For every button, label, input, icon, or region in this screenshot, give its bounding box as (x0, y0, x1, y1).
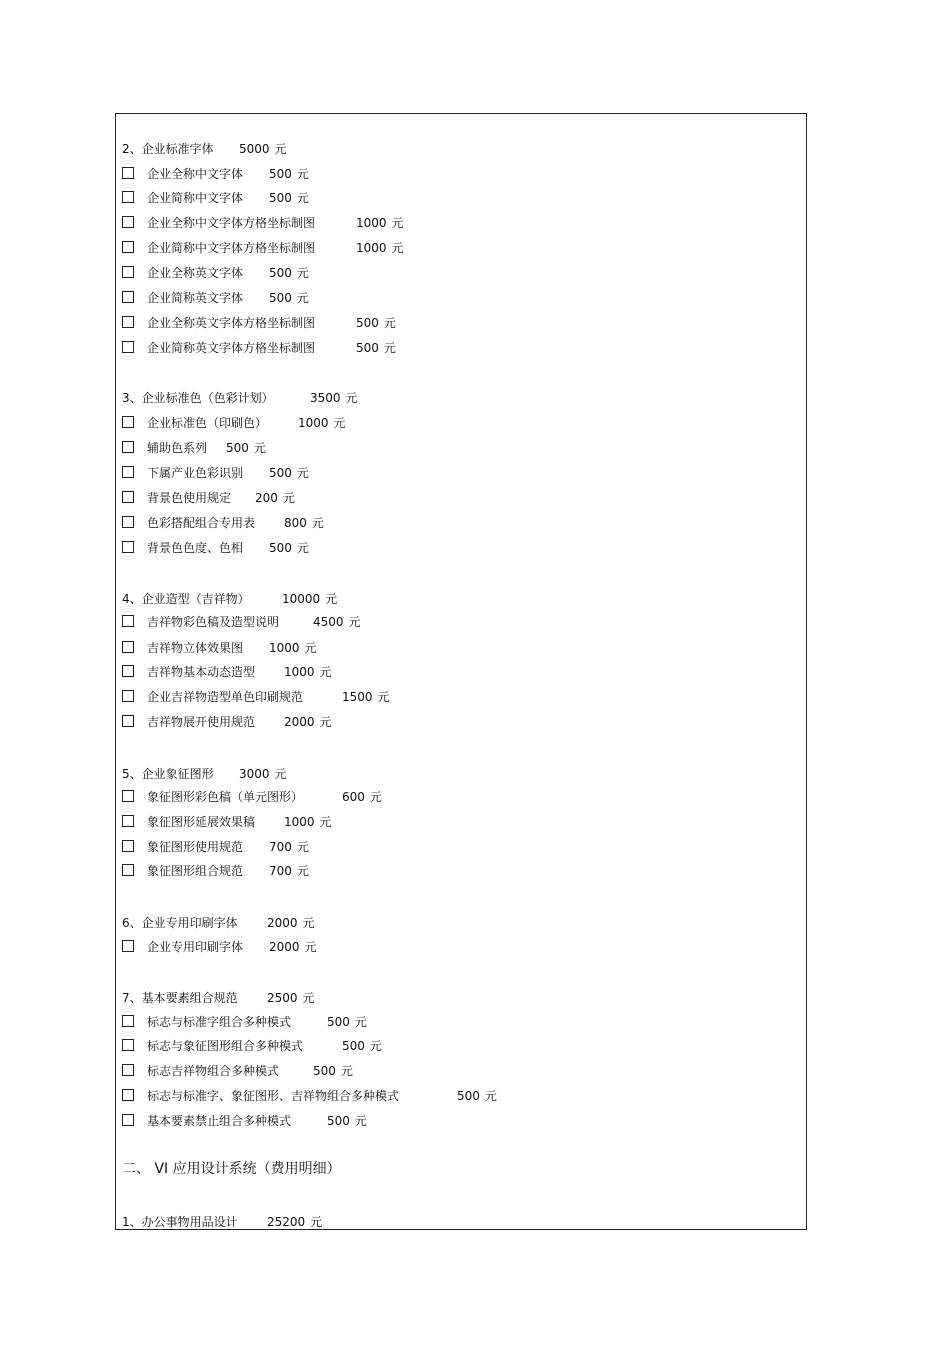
item-label: 企业吉祥物造型单色印刷规范 (147, 690, 304, 704)
amount-value: 200 (255, 491, 278, 505)
currency-unit: 元 (369, 790, 382, 804)
amount-value: 3500 (310, 391, 341, 405)
section-header (122, 390, 358, 406)
list-item (122, 1088, 497, 1104)
item-amount (327, 1113, 367, 1129)
list-item (122, 166, 309, 182)
currency-unit: 元 (345, 391, 358, 405)
amount-value: 700 (269, 840, 292, 854)
amount-value: 500 (327, 1114, 350, 1128)
item-label: 象征图形彩色稿（单元图形） (147, 790, 304, 804)
section-amount (267, 990, 315, 1006)
currency-unit: 元 (296, 167, 309, 181)
item-amount (284, 714, 332, 730)
checkbox[interactable] (122, 1089, 134, 1101)
item-amount (269, 290, 309, 306)
amount-value: 500 (342, 1039, 365, 1053)
item-label: 企业全称中文字体方格坐标制图 (147, 216, 316, 230)
amount-value: 25200 (267, 1215, 306, 1229)
amount-value: 4500 (313, 615, 344, 629)
currency-unit: 元 (296, 864, 309, 878)
checkbox[interactable] (122, 1114, 134, 1126)
section-title: 7、基本要素组合规范 (122, 991, 238, 1005)
currency-unit: 元 (296, 466, 309, 480)
item-amount (342, 789, 382, 805)
list-item (122, 789, 382, 805)
checkbox[interactable] (122, 641, 134, 653)
checkbox[interactable] (122, 1015, 134, 1027)
item-label: 吉祥物展开使用规范 (147, 715, 256, 729)
currency-unit: 元 (484, 1089, 497, 1103)
amount-value: 3000 (239, 767, 270, 781)
currency-unit: 元 (253, 441, 266, 455)
item-label: 背景色色度、色相 (147, 541, 244, 555)
section-header (122, 141, 287, 157)
checkbox[interactable] (122, 790, 134, 802)
amount-value: 500 (356, 341, 379, 355)
item-amount (342, 689, 390, 705)
section-title: 2、企业标准字体 (122, 142, 214, 156)
amount-value: 10000 (282, 592, 321, 606)
checkbox[interactable] (122, 541, 134, 553)
amount-value: 700 (269, 864, 292, 878)
checkbox[interactable] (122, 167, 134, 179)
amount-value: 500 (269, 191, 292, 205)
item-amount (284, 515, 324, 531)
item-amount (226, 440, 266, 456)
amount-value: 500 (356, 316, 379, 330)
checkbox[interactable] (122, 191, 134, 203)
currency-unit: 元 (296, 266, 309, 280)
currency-unit: 元 (304, 940, 317, 954)
item-label: 象征图形使用规范 (147, 840, 244, 854)
currency-unit: 元 (296, 191, 309, 205)
item-amount (255, 490, 295, 506)
currency-unit: 元 (274, 767, 287, 781)
section-title: 4、企业造型（吉祥物） (122, 592, 250, 606)
section-amount (282, 591, 337, 607)
currency-unit: 元 (296, 291, 309, 305)
item-label: 企业全称英文字体方格坐标制图 (147, 316, 316, 330)
item-label: 下属产业色彩识别 (147, 466, 244, 480)
currency-unit: 元 (340, 1064, 353, 1078)
amount-value: 500 (269, 466, 292, 480)
currency-unit: 元 (354, 1114, 367, 1128)
list-item (122, 1014, 367, 1030)
amount-value: 1000 (356, 241, 387, 255)
section-header (122, 990, 315, 1006)
item-amount (269, 839, 309, 855)
item-amount (327, 1014, 367, 1030)
list-item (122, 1113, 367, 1129)
amount-value: 2000 (267, 916, 298, 930)
checkbox[interactable] (122, 615, 134, 627)
item-amount (269, 863, 309, 879)
currency-unit: 元 (296, 840, 309, 854)
currency-unit: 元 (282, 491, 295, 505)
item-amount (356, 340, 396, 356)
part-heading: 二、 VI 应用设计系统（费用明细） (122, 1161, 341, 1177)
currency-unit: 元 (333, 416, 346, 430)
section-header (122, 766, 287, 782)
item-label: 企业简称英文字体方格坐标制图 (147, 341, 316, 355)
item-amount (313, 614, 361, 630)
currency-unit: 元 (319, 715, 332, 729)
currency-unit: 元 (310, 1215, 323, 1229)
item-label: 企业标准色（印刷色） (147, 416, 268, 430)
subsection-header (122, 1214, 323, 1230)
section-amount (239, 141, 287, 157)
list-item (122, 240, 404, 256)
checkbox[interactable] (122, 291, 134, 303)
amount-value: 500 (457, 1089, 480, 1103)
amount-value: 2000 (284, 715, 315, 729)
checkbox[interactable] (122, 266, 134, 278)
item-label: 背景色使用规定 (147, 491, 232, 505)
checkbox[interactable] (122, 316, 134, 328)
checkbox[interactable] (122, 1039, 134, 1051)
item-label: 基本要素禁止组合多种模式 (147, 1114, 292, 1128)
currency-unit: 元 (304, 641, 317, 655)
currency-unit: 元 (391, 241, 404, 255)
currency-unit: 元 (383, 341, 396, 355)
section-header (122, 591, 338, 607)
section-amount (267, 1214, 322, 1230)
currency-unit: 元 (354, 1015, 367, 1029)
checkbox[interactable] (122, 815, 134, 827)
currency-unit: 元 (325, 592, 338, 606)
item-label: 象征图形组合规范 (147, 864, 244, 878)
item-amount (313, 1063, 353, 1079)
item-amount (269, 265, 309, 281)
list-item (122, 814, 332, 830)
item-label: 标志与标准字、象征图形、吉祥物组合多种模式 (147, 1089, 400, 1103)
list-item (122, 664, 332, 680)
currency-unit: 元 (319, 815, 332, 829)
amount-value: 1000 (298, 416, 329, 430)
item-label: 企业简称中文字体方格坐标制图 (147, 241, 316, 255)
list-item (122, 190, 309, 206)
checkbox[interactable] (122, 216, 134, 228)
list-item (122, 265, 309, 281)
item-amount (269, 166, 309, 182)
amount-value: 800 (284, 516, 307, 530)
section-header (122, 915, 315, 931)
currency-unit: 元 (302, 916, 315, 930)
checkbox[interactable] (122, 341, 134, 353)
currency-unit: 元 (319, 665, 332, 679)
section-amount (310, 390, 358, 406)
section-title: 6、企业专用印刷字体 (122, 916, 238, 930)
item-amount (269, 465, 309, 481)
item-amount (356, 240, 404, 256)
item-amount (284, 814, 332, 830)
amount-value: 5000 (239, 142, 270, 156)
currency-unit: 元 (369, 1039, 382, 1053)
item-amount (269, 939, 317, 955)
currency-unit: 元 (296, 541, 309, 555)
amount-value: 500 (269, 266, 292, 280)
amount-value: 2500 (267, 991, 298, 1005)
list-item (122, 689, 390, 705)
currency-unit: 元 (274, 142, 287, 156)
amount-value: 500 (313, 1064, 336, 1078)
item-amount (269, 640, 317, 656)
list-item (122, 614, 361, 630)
checkbox[interactable] (122, 690, 134, 702)
amount-value: 1000 (269, 641, 300, 655)
checkbox[interactable] (122, 441, 134, 453)
amount-value: 500 (269, 291, 292, 305)
list-item (122, 465, 309, 481)
amount-value: 2000 (269, 940, 300, 954)
item-label: 企业全称英文字体 (147, 266, 244, 280)
checkbox[interactable] (122, 516, 134, 528)
section-title: 5、企业象征图形 (122, 767, 214, 781)
item-label: 企业简称中文字体 (147, 191, 244, 205)
amount-value: 1500 (342, 690, 373, 704)
currency-unit: 元 (311, 516, 324, 530)
section-title: 1、办公事物用品设计 (122, 1215, 238, 1229)
list-item (122, 515, 324, 531)
list-item (122, 839, 309, 855)
currency-unit: 元 (348, 615, 361, 629)
item-amount (298, 415, 346, 431)
item-label: 辅助色系列 (147, 441, 208, 455)
section-amount (267, 915, 315, 931)
checkbox[interactable] (122, 840, 134, 852)
list-item (122, 540, 309, 556)
item-label: 吉祥物基本动态造型 (147, 665, 256, 679)
section-title: 3、企业标准色（色彩计划） (122, 391, 274, 405)
item-label: 吉祥物立体效果图 (147, 641, 244, 655)
checkbox[interactable] (122, 1064, 134, 1076)
item-label: 象征图形延展效果稿 (147, 815, 256, 829)
list-item (122, 440, 266, 456)
list-item (122, 640, 317, 656)
item-amount (342, 1038, 382, 1054)
item-amount (356, 215, 404, 231)
list-item (122, 939, 317, 955)
list-item (122, 490, 295, 506)
item-label: 企业专用印刷字体 (147, 940, 244, 954)
currency-unit: 元 (377, 690, 390, 704)
item-label: 企业全称中文字体 (147, 167, 244, 181)
checkbox[interactable] (122, 491, 134, 503)
amount-value: 500 (226, 441, 249, 455)
section-amount (239, 766, 287, 782)
item-label: 标志与象征图形组合多种模式 (147, 1039, 304, 1053)
amount-value: 1000 (284, 815, 315, 829)
item-amount (284, 664, 332, 680)
currency-unit: 元 (391, 216, 404, 230)
item-amount (457, 1088, 497, 1104)
item-amount (269, 190, 309, 206)
amount-value: 1000 (284, 665, 315, 679)
amount-value: 1000 (356, 216, 387, 230)
amount-value: 500 (327, 1015, 350, 1029)
checkbox[interactable] (122, 715, 134, 727)
item-label: 标志吉祥物组合多种模式 (147, 1064, 280, 1078)
checkbox[interactable] (122, 864, 134, 876)
checkbox[interactable] (122, 665, 134, 677)
item-label: 标志与标准字组合多种模式 (147, 1015, 292, 1029)
list-item (122, 290, 309, 306)
list-item (122, 415, 346, 431)
item-label: 企业简称英文字体 (147, 291, 244, 305)
list-item (122, 1063, 353, 1079)
list-item (122, 315, 396, 331)
checkbox[interactable] (122, 940, 134, 952)
item-label: 色彩搭配组合专用表 (147, 516, 256, 530)
checkbox[interactable] (122, 241, 134, 253)
item-amount (356, 315, 396, 331)
amount-value: 500 (269, 167, 292, 181)
checkbox[interactable] (122, 416, 134, 428)
list-item (122, 863, 309, 879)
amount-value: 600 (342, 790, 365, 804)
list-item (122, 215, 404, 231)
amount-value: 500 (269, 541, 292, 555)
checkbox[interactable] (122, 466, 134, 478)
currency-unit: 元 (383, 316, 396, 330)
list-item (122, 340, 396, 356)
list-item (122, 1038, 382, 1054)
item-label: 吉祥物彩色稿及造型说明 (147, 615, 280, 629)
list-item (122, 714, 332, 730)
currency-unit: 元 (302, 991, 315, 1005)
item-amount (269, 540, 309, 556)
